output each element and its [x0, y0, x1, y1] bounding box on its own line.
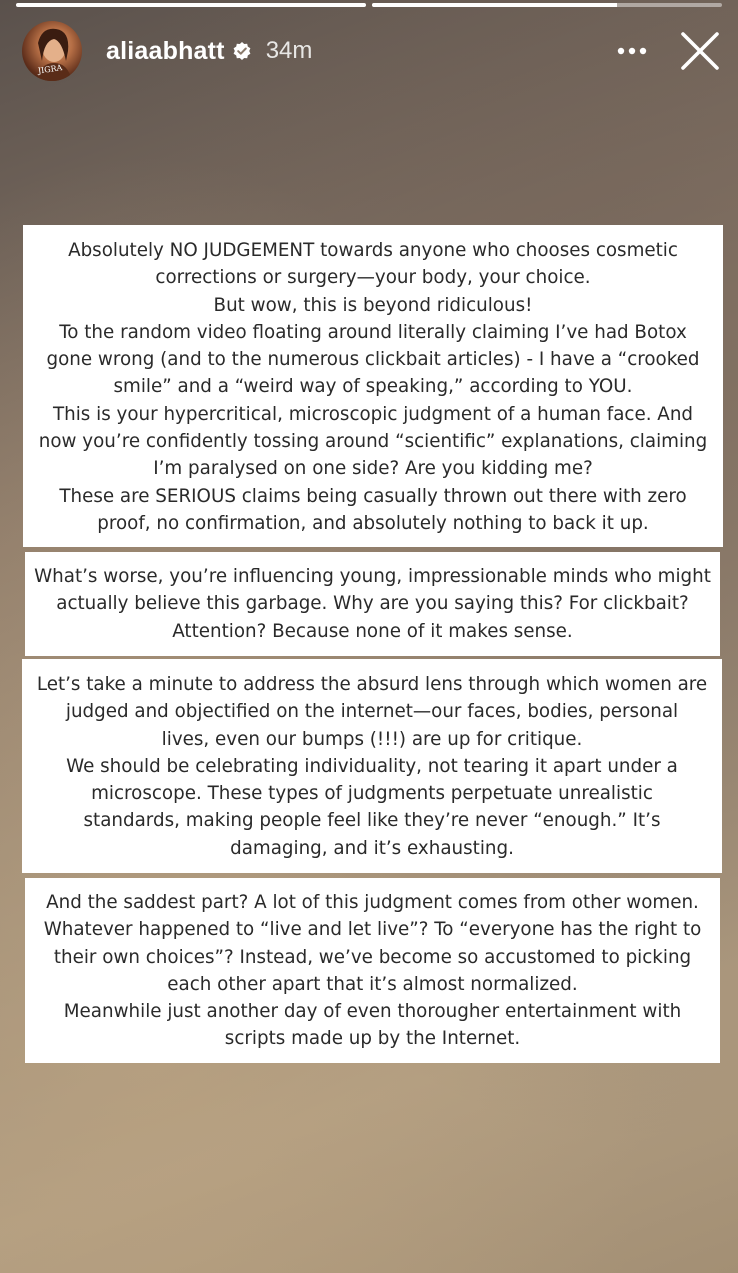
text-line: Meanwhile just another day of even thorougher entertainment with	[63, 1001, 682, 1023]
avatar[interactable]	[22, 21, 82, 81]
text-line: now you’re confidently tossing around “scientific” explanations, claiming	[38, 431, 708, 453]
progress-fill-2	[372, 3, 617, 7]
text-line: Let’s take a minute to address the absurd lens through which women are	[36, 674, 708, 695]
timestamp: 34m	[265, 37, 313, 64]
text-line: I’m paralysed on one side? Are you kidding me?	[153, 458, 593, 480]
text-box-1	[23, 225, 723, 547]
text-line: actually believe this garbage. Why are you saying this? For clickbait?	[56, 593, 689, 615]
text-line: standards, making people feel like they’re never “enough.” It’s	[83, 810, 661, 832]
text-box-2	[25, 552, 720, 656]
progress-fill-1	[16, 3, 366, 7]
avatar-image	[22, 21, 82, 81]
text-line: judged and objectified on the internet—our faces, bodies, personal	[65, 701, 679, 723]
progress-segment-2	[372, 3, 722, 7]
username[interactable]: aliaabhatt	[106, 36, 225, 65]
text-line: microscope. These types of judgments perpetuate unrealistic	[91, 783, 653, 805]
text-box-3	[22, 659, 722, 873]
text-box-4	[25, 878, 720, 1063]
progress-segment-1	[16, 3, 366, 7]
text-line: proof, no confirmation, and absolutely nothing to back it up.	[97, 512, 649, 534]
text-line: But wow, this is beyond ridiculous!	[213, 294, 533, 316]
text-line: gone wrong (and to the numerous clickbait articles) - I have a “crooked	[46, 349, 700, 371]
text-line: scripts made up by the Internet.	[224, 1028, 521, 1050]
story-header	[22, 20, 722, 82]
text-line: each other apart that it’s almost normalized.	[167, 973, 578, 995]
text-line: smile” and a “weird way of speaking,” according to YOU.	[113, 376, 633, 398]
text-line: We should be celebrating individuality, not tearing it apart under a	[66, 755, 678, 777]
more-dots-icon	[617, 47, 647, 55]
text-line: damaging, and it’s exhausting.	[230, 837, 514, 859]
text-line: And the saddest part? A lot of this judgment comes from other women.	[46, 892, 699, 913]
text-line: To the random video floating around literally claiming I’ve had Botox	[59, 321, 687, 343]
text-line: Whatever happened to “live and let live”? To “everyone has the right to	[43, 919, 702, 941]
close-icon	[680, 31, 720, 71]
text-line: These are SERIOUS claims being casually thrown out there with zero	[59, 485, 687, 507]
avatar-label: JIGRA	[37, 63, 63, 76]
verified-badge-icon	[232, 41, 252, 61]
text-line: lives, even our bumps (!!!) are up for critique.	[161, 728, 583, 750]
text-line: corrections or surgery—your body, your choice.	[155, 267, 591, 289]
text-line: their own choices”? Instead, we’ve become so accustomed to picking	[53, 946, 692, 968]
story-progress	[16, 3, 722, 7]
close-button[interactable]	[678, 29, 722, 73]
text-line: Attention? Because none of it makes sense.	[172, 620, 573, 642]
text-line: This is your hypercritical, microscopic judgment of a human face. And	[52, 403, 694, 425]
text-line: Absolutely NO JUDGEMENT towards anyone who chooses cosmetic	[68, 240, 678, 261]
more-options-button[interactable]	[612, 31, 652, 71]
text-line: What’s worse, you’re influencing young, impressionable minds who might	[34, 566, 711, 587]
